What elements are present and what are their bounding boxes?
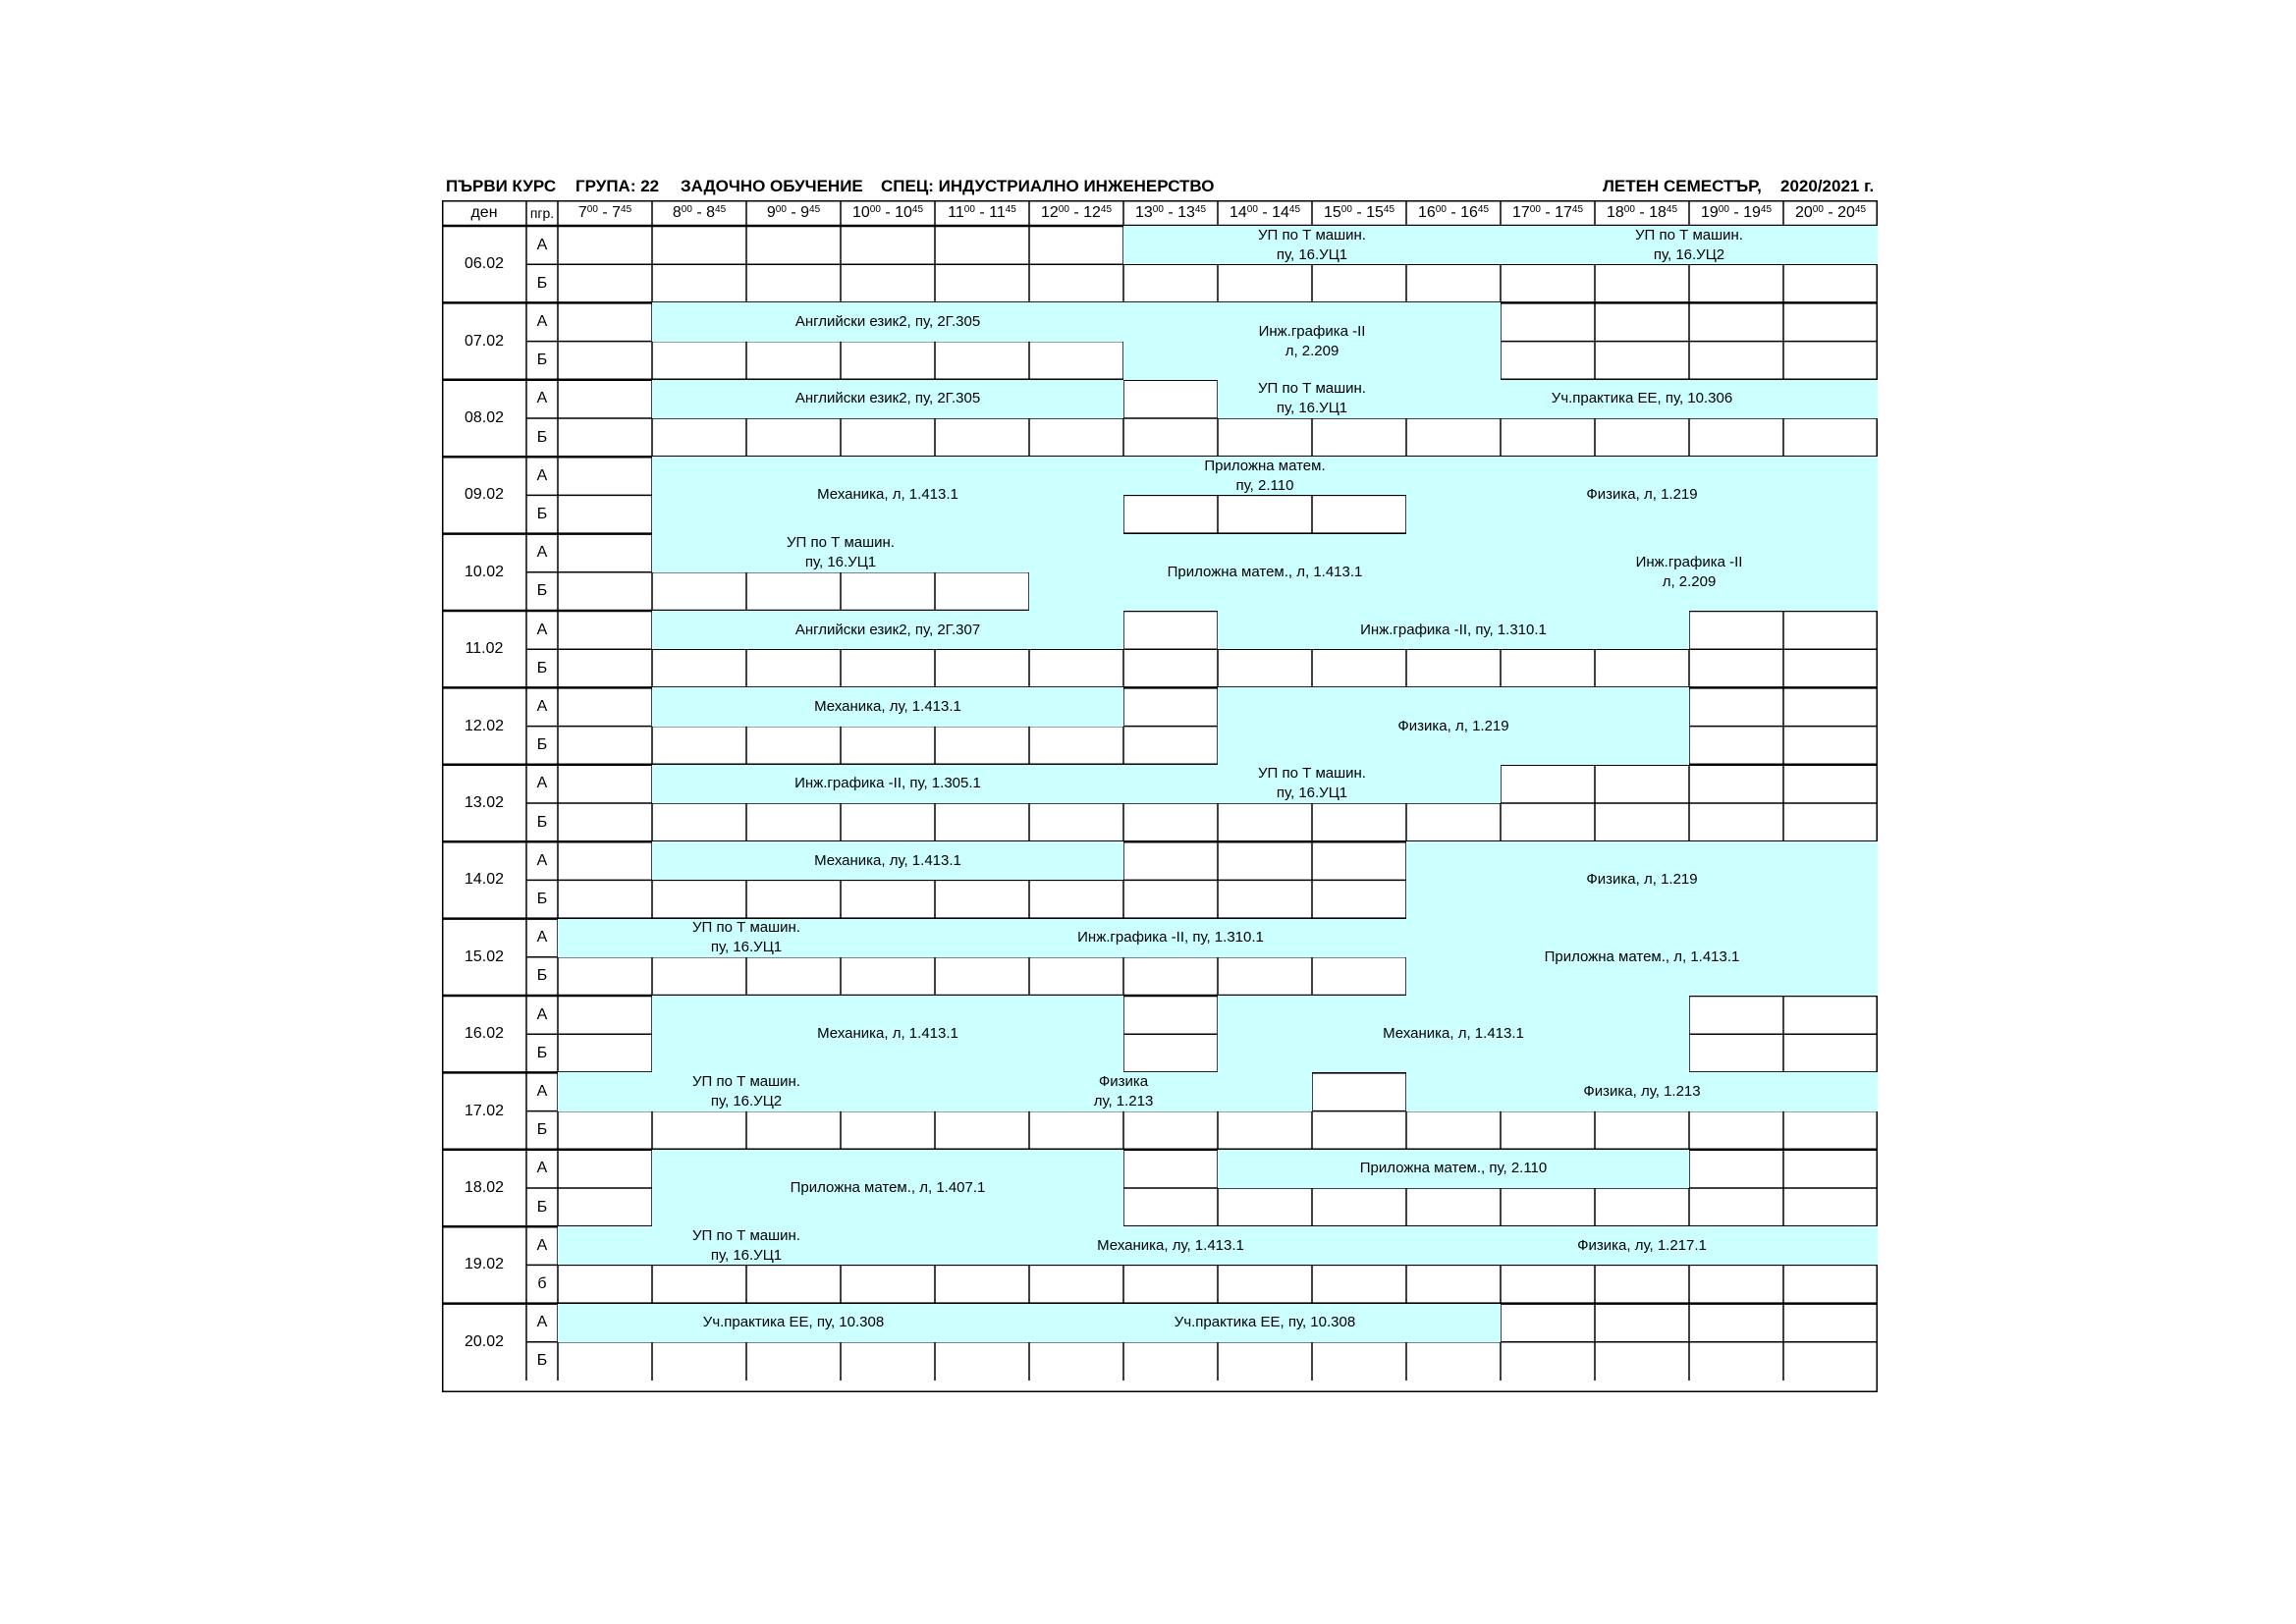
hour-column-header: 12 $^{00}$ - 12 $^{45}$ bbox=[1040, 203, 1113, 221]
subgroup-cell: б bbox=[537, 1274, 547, 1292]
hour-start-minutes: 00 bbox=[1623, 203, 1635, 215]
hour-end: 11 bbox=[989, 204, 1006, 221]
lesson-text: Уч.практика ЕЕ, пу, 10.306 bbox=[1551, 390, 1733, 407]
lesson-text: Физика, лу, 1.213 bbox=[1583, 1082, 1701, 1100]
subgroup-cell: Б bbox=[536, 813, 548, 831]
subgroup-cell: А bbox=[536, 851, 548, 869]
hour-column-header: 18 $^{00}$ - 18 $^{45}$ bbox=[1606, 203, 1678, 221]
hour-end: 16 bbox=[1460, 204, 1478, 221]
lesson-text: Механика, лу, 1.413.1 bbox=[814, 851, 961, 869]
hour-column-header: 15 $^{00}$ - 15 $^{45}$ bbox=[1323, 203, 1395, 221]
lesson-block[interactable] bbox=[1406, 380, 1878, 418]
subgroup-cell: Б bbox=[536, 505, 548, 522]
academic-year-label: 2020/2021 г. bbox=[1780, 177, 1875, 195]
hour-end: 18 bbox=[1649, 204, 1667, 221]
day-date-cell: 06.02 bbox=[464, 255, 505, 273]
lesson-block[interactable] bbox=[1406, 919, 1878, 996]
lesson-block[interactable] bbox=[652, 302, 1123, 341]
lesson-text: л, 2.209 bbox=[1662, 572, 1717, 590]
hour-start-minutes: 00 bbox=[1529, 203, 1541, 215]
lesson-text: Механика, л, 1.413.1 bbox=[817, 1025, 958, 1043]
lesson-text: Инж.графика -II bbox=[1258, 322, 1366, 340]
lesson-text: Приложна матем., л, 1.407.1 bbox=[790, 1178, 986, 1196]
hour-end: 10 bbox=[895, 204, 912, 221]
lesson-text: пу, 16.УЦ1 bbox=[1276, 246, 1348, 263]
lesson-text: Физика, л, 1.219 bbox=[1586, 871, 1698, 889]
lesson-text: пу, 16.УЦ1 bbox=[804, 554, 877, 571]
hour-column-header: 17 $^{00}$ - 17 $^{45}$ bbox=[1511, 203, 1584, 221]
lesson-text: Физика, л, 1.219 bbox=[1586, 486, 1698, 504]
lesson-block[interactable] bbox=[1501, 534, 1878, 611]
lesson-block[interactable] bbox=[1406, 1072, 1878, 1110]
day-date-cell: 20.02 bbox=[464, 1332, 505, 1350]
lesson-block[interactable] bbox=[935, 1072, 1312, 1110]
subgroup-column-header: пгр. bbox=[529, 205, 555, 221]
subgroup-cell: Б bbox=[536, 1198, 548, 1216]
lesson-block[interactable] bbox=[558, 1072, 935, 1110]
hour-start-minutes: 00 bbox=[775, 203, 787, 215]
lesson-block[interactable] bbox=[935, 919, 1406, 957]
subgroup-cell: Б bbox=[536, 659, 548, 677]
lesson-text: пу, 16.УЦ1 bbox=[1276, 400, 1348, 417]
lesson-text: Английски език2, пу, 2Г.307 bbox=[794, 621, 981, 638]
subgroup-cell: Б bbox=[536, 428, 548, 446]
day-date-cell: 19.02 bbox=[464, 1256, 505, 1273]
hour-column-header: 8 $^{00}$ - 8 $^{45}$ bbox=[672, 203, 727, 221]
hour-start: 13 bbox=[1134, 204, 1153, 221]
lesson-text: Приложна матем., л, 1.413.1 bbox=[1167, 563, 1363, 580]
hour-start: 11 bbox=[948, 204, 964, 221]
subgroup-cell: А bbox=[536, 1160, 548, 1177]
day-date-cell: 17.02 bbox=[464, 1102, 505, 1119]
day-date-cell: 10.02 bbox=[464, 563, 505, 580]
hour-end-minutes: 45 bbox=[1571, 203, 1584, 215]
day-date-cell: 09.02 bbox=[464, 486, 505, 504]
lesson-block[interactable] bbox=[1406, 457, 1878, 533]
hour-end: 12 bbox=[1083, 204, 1101, 221]
lesson-text: УП по Т машин. bbox=[692, 1226, 800, 1244]
hour-end-minutes: 45 bbox=[1288, 203, 1301, 215]
lesson-block[interactable] bbox=[1123, 302, 1501, 379]
hour-end-minutes: 45 bbox=[1760, 203, 1773, 215]
lesson-text: пу, 16.УЦ1 bbox=[710, 1246, 783, 1264]
hour-column-header: 19 $^{00}$ - 19 $^{45}$ bbox=[1700, 203, 1773, 221]
lesson-text: Инж.графика -II, пу, 1.305.1 bbox=[794, 775, 981, 792]
study-mode-label: ЗАДОЧНО ОБУЧЕНИЕ bbox=[681, 177, 863, 195]
hour-start-minutes: 00 bbox=[1340, 203, 1352, 215]
lesson-block[interactable] bbox=[1123, 457, 1406, 495]
day-date-cell: 14.02 bbox=[464, 871, 505, 889]
hour-end-minutes: 45 bbox=[1194, 203, 1207, 215]
subgroup-cell: А bbox=[536, 1236, 548, 1254]
hour-end: 13 bbox=[1177, 204, 1195, 221]
subgroup-cell: Б bbox=[536, 890, 548, 907]
hour-end-minutes: 45 bbox=[1666, 203, 1678, 215]
lesson-text: УП по Т машин. bbox=[692, 1072, 800, 1090]
lesson-block[interactable] bbox=[1123, 226, 1501, 264]
subgroup-cell: Б bbox=[536, 1121, 548, 1139]
lesson-block[interactable] bbox=[1218, 996, 1689, 1072]
lesson-block[interactable] bbox=[652, 996, 1123, 1072]
lesson-text: УП по Т машин. bbox=[787, 534, 895, 552]
lesson-text: пу, 16.УЦ2 bbox=[1653, 246, 1725, 263]
hour-end: 20 bbox=[1837, 204, 1855, 221]
subgroup-cell: Б bbox=[536, 736, 548, 754]
hour-end-minutes: 45 bbox=[1100, 203, 1113, 215]
day-date-cell: 11.02 bbox=[465, 640, 504, 658]
lesson-text: Физика bbox=[1098, 1072, 1149, 1090]
hour-start: 15 bbox=[1323, 204, 1341, 221]
hour-start-minutes: 00 bbox=[1812, 203, 1824, 215]
day-date-cell: 15.02 bbox=[464, 947, 505, 965]
subgroup-cell: Б bbox=[536, 274, 548, 292]
lesson-block[interactable] bbox=[652, 534, 1029, 572]
course-label: ПЪРВИ КУРС bbox=[446, 177, 557, 195]
subgroup-cell: Б bbox=[536, 1044, 548, 1061]
lesson-block[interactable] bbox=[1406, 841, 1878, 918]
hour-end-minutes: 45 bbox=[1005, 203, 1016, 215]
hour-column-header: 10 $^{00}$ - 10 $^{45}$ bbox=[851, 203, 924, 221]
lesson-text: Приложна матем., пу, 2.110 bbox=[1359, 1160, 1548, 1177]
subgroup-cell: А bbox=[536, 929, 548, 947]
hour-column-header: 20 $^{00}$ - 20 $^{45}$ bbox=[1794, 203, 1867, 221]
subgroup-cell: Б bbox=[536, 582, 548, 600]
hour-start-minutes: 00 bbox=[1246, 203, 1258, 215]
hour-end-minutes: 45 bbox=[1477, 203, 1490, 215]
subgroup-cell: Б bbox=[536, 352, 548, 369]
hour-end-minutes: 45 bbox=[1854, 203, 1867, 215]
group-label: ГРУПА: 22 bbox=[575, 177, 660, 195]
hour-column-header: 9 $^{00}$ - 9 $^{45}$ bbox=[766, 203, 821, 221]
hour-start: 8 bbox=[672, 204, 682, 221]
subgroup-cell: А bbox=[536, 312, 548, 330]
lesson-text: Инж.графика -II bbox=[1635, 553, 1743, 570]
hour-end: 8 bbox=[706, 204, 716, 221]
lesson-text: пу, 16.УЦ1 bbox=[710, 939, 783, 956]
subgroup-cell: А bbox=[536, 697, 548, 715]
day-date-cell: 08.02 bbox=[464, 408, 505, 426]
lesson-block[interactable] bbox=[652, 1150, 1123, 1226]
lesson-block[interactable] bbox=[652, 687, 1123, 726]
lesson-block[interactable] bbox=[1218, 380, 1406, 418]
hour-start-minutes: 00 bbox=[869, 203, 881, 215]
subgroup-cell: А bbox=[536, 621, 548, 638]
hour-start: 7 bbox=[577, 204, 587, 221]
hour-column-header: 16 $^{00}$ - 16 $^{45}$ bbox=[1417, 203, 1490, 221]
day-column-header: ден bbox=[470, 204, 498, 221]
hour-end-minutes: 45 bbox=[1383, 203, 1395, 215]
lesson-block[interactable] bbox=[1029, 1304, 1501, 1342]
hour-start-minutes: 00 bbox=[1435, 203, 1447, 215]
lesson-text: УП по Т машин. bbox=[1258, 380, 1366, 398]
lesson-text: Приложна матем., л, 1.413.1 bbox=[1544, 947, 1740, 965]
lesson-text: УП по Т машин. bbox=[692, 919, 800, 937]
lesson-text: л, 2.209 bbox=[1285, 342, 1339, 359]
hour-start: 17 bbox=[1511, 204, 1530, 221]
hour-end: 17 bbox=[1555, 204, 1572, 221]
hour-start: 18 bbox=[1606, 204, 1624, 221]
hour-end-minutes: 45 bbox=[911, 203, 924, 215]
day-date-cell: 12.02 bbox=[464, 717, 505, 734]
hour-end: 14 bbox=[1272, 204, 1289, 221]
day-date-cell: 16.02 bbox=[464, 1025, 505, 1043]
lesson-text: Английски език2, пу, 2Г.305 bbox=[794, 390, 981, 407]
hour-end: 15 bbox=[1366, 204, 1384, 221]
lesson-text: пу, 16.УЦ2 bbox=[710, 1092, 783, 1110]
lesson-text: УП по Т машин. bbox=[1258, 227, 1366, 244]
specialty-label: СПЕЦ: ИНДУСТРИАЛНО ИНЖЕНЕРСТВО bbox=[881, 177, 1215, 195]
schedule-header bbox=[442, 175, 1878, 198]
lesson-block[interactable] bbox=[652, 611, 1123, 649]
lesson-block[interactable] bbox=[558, 1304, 1029, 1342]
day-date-cell: 13.02 bbox=[464, 793, 505, 811]
hour-end: 19 bbox=[1743, 204, 1761, 221]
lesson-block[interactable] bbox=[1029, 534, 1501, 611]
lesson-block[interactable] bbox=[558, 1226, 935, 1265]
lesson-text: Английски език2, пу, 2Г.305 bbox=[794, 312, 981, 330]
lesson-text: Приложна матем. bbox=[1204, 457, 1326, 474]
lesson-text: Механика, л, 1.413.1 bbox=[1383, 1025, 1524, 1043]
hour-end: 9 bbox=[800, 204, 810, 221]
subgroup-cell: А bbox=[536, 390, 548, 407]
lesson-text: пу, 16.УЦ1 bbox=[1276, 785, 1348, 802]
subgroup-cell: А bbox=[536, 466, 548, 484]
hour-start: 14 bbox=[1229, 204, 1247, 221]
hour-start-minutes: 00 bbox=[1718, 203, 1729, 215]
lesson-block[interactable] bbox=[652, 457, 1123, 533]
lesson-text: УП по Т машин. bbox=[1258, 765, 1366, 783]
lesson-text: Физика, л, 1.219 bbox=[1397, 717, 1509, 734]
hour-column-header: 13 $^{00}$ - 13 $^{45}$ bbox=[1134, 203, 1207, 221]
day-date-cell: 18.02 bbox=[464, 1178, 505, 1196]
lesson-text: Механика, л, 1.413.1 bbox=[817, 486, 958, 504]
lesson-text: Инж.графика -II, пу, 1.310.1 bbox=[1077, 929, 1264, 947]
lesson-block[interactable] bbox=[652, 841, 1123, 880]
subgroup-cell: А bbox=[536, 775, 548, 792]
subgroup-cell: А bbox=[536, 1005, 548, 1023]
hour-start-minutes: 00 bbox=[681, 203, 692, 215]
lesson-block[interactable] bbox=[1406, 1226, 1878, 1265]
day-date-cell: 07.02 bbox=[464, 332, 505, 350]
hour-column-header: 7 $^{00}$ - 7 $^{45}$ bbox=[577, 203, 632, 221]
hour-start-minutes: 00 bbox=[1058, 203, 1069, 215]
semester-label: ЛЕТЕН СЕМЕСТЪР, bbox=[1603, 177, 1762, 195]
lesson-block[interactable] bbox=[1501, 226, 1878, 264]
hour-start: 20 bbox=[1794, 204, 1813, 221]
lesson-text: пу, 2.110 bbox=[1235, 476, 1294, 494]
hour-start-minutes: 00 bbox=[963, 203, 975, 215]
lesson-block[interactable] bbox=[652, 380, 1123, 418]
hour-start: 16 bbox=[1417, 204, 1436, 221]
lesson-block[interactable] bbox=[935, 1226, 1406, 1265]
hour-end-minutes: 45 bbox=[715, 203, 727, 215]
hour-end-minutes: 45 bbox=[621, 203, 632, 215]
lesson-text: Механика, лу, 1.413.1 bbox=[814, 697, 961, 715]
lesson-block[interactable] bbox=[1218, 611, 1689, 649]
lesson-block[interactable] bbox=[1218, 1150, 1689, 1188]
lesson-text: Уч.практика ЕЕ, пу, 10.308 bbox=[1174, 1314, 1356, 1331]
lesson-text: Инж.графика -II, пу, 1.310.1 bbox=[1360, 621, 1547, 638]
subgroup-cell: Б bbox=[536, 967, 548, 985]
lesson-text: Физика, лу, 1.217.1 bbox=[1577, 1236, 1707, 1254]
hour-start-minutes: 00 bbox=[1152, 203, 1164, 215]
lesson-text: лу, 1.213 bbox=[1093, 1092, 1154, 1110]
lesson-block[interactable] bbox=[1123, 765, 1501, 803]
lesson-block[interactable] bbox=[1218, 687, 1689, 764]
hour-start: 10 bbox=[851, 204, 870, 221]
lesson-block[interactable] bbox=[558, 919, 935, 957]
schedule-table bbox=[442, 200, 1878, 1392]
subgroup-cell: А bbox=[536, 544, 548, 562]
hour-column-header: 14 $^{00}$ - 14 $^{45}$ bbox=[1229, 203, 1301, 221]
hour-start-minutes: 00 bbox=[586, 203, 598, 215]
hour-end-minutes: 45 bbox=[809, 203, 821, 215]
hour-column-header: 11 $^{00}$ - 11 $^{45}$ bbox=[948, 203, 1016, 221]
subgroup-cell: А bbox=[536, 236, 548, 253]
subgroup-cell: А bbox=[536, 1082, 548, 1100]
subgroup-cell: Б bbox=[536, 1352, 548, 1370]
hour-end: 7 bbox=[612, 204, 622, 221]
hour-start: 19 bbox=[1700, 204, 1719, 221]
subgroup-cell: А bbox=[536, 1314, 548, 1331]
lesson-text: УП по Т машин. bbox=[1635, 227, 1743, 244]
hour-start: 12 bbox=[1040, 204, 1059, 221]
hour-start: 9 bbox=[766, 204, 776, 221]
lesson-text: Уч.практика ЕЕ, пу, 10.308 bbox=[702, 1314, 885, 1331]
lesson-text: Механика, лу, 1.413.1 bbox=[1097, 1236, 1244, 1254]
lesson-block[interactable] bbox=[652, 765, 1123, 803]
